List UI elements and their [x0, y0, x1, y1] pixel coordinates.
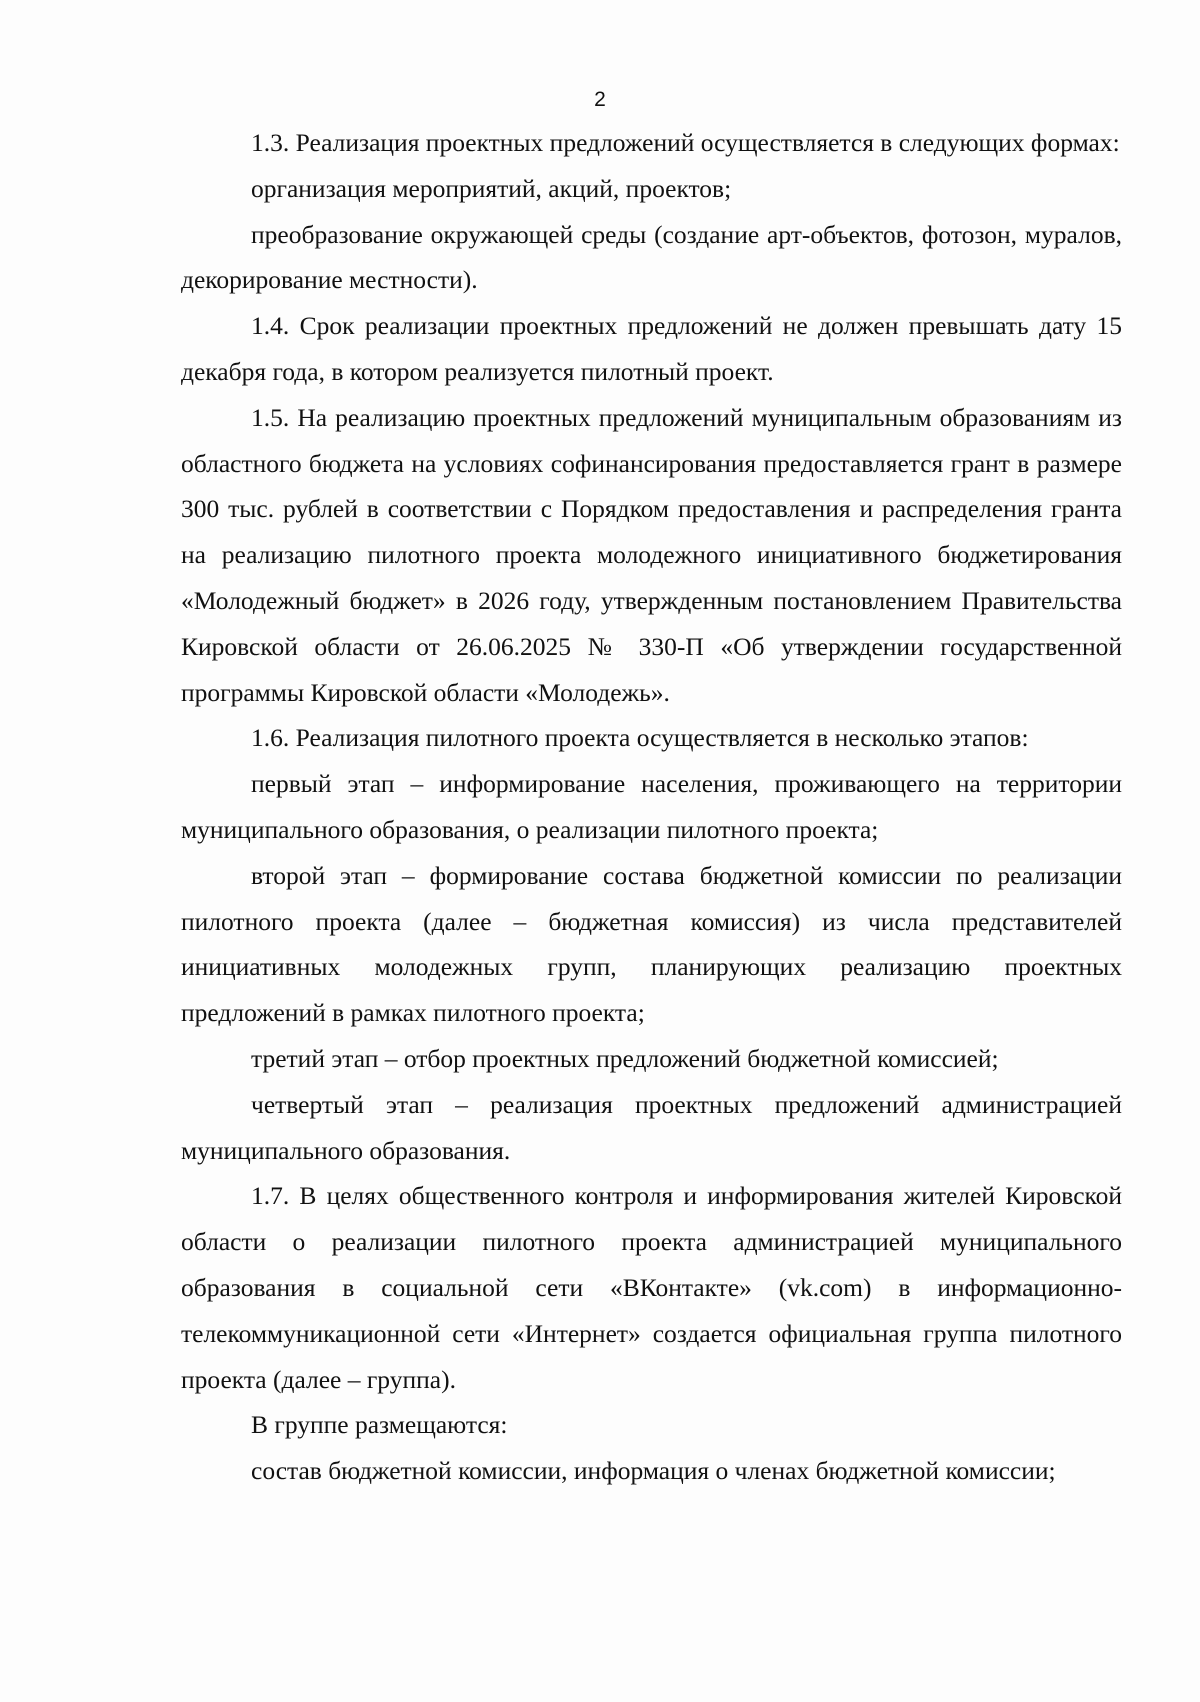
- document-body: [181, 120, 1122, 1494]
- paragraph-group-post-commission: состав бюджетной комиссии, информация о членах бюджетной комиссии;: [251, 1456, 1056, 1486]
- paragraph-1-3: 1.3. Реализация проектных предложений осуществляется в следующих формах:: [251, 128, 1120, 157]
- paragraph-stage-1: первый этап – информирование населения, проживающего на территории муниципального образования, о реализации пилотного проекта;: [181, 769, 1122, 844]
- paragraph-group-posts-intro: В группе размещаются:: [251, 1410, 508, 1440]
- paragraph-form-environment: преобразование окружающей среды (создание арт-объектов, фотозон, муралов, декорирование местности).: [181, 219, 1122, 295]
- paragraph-form-events: организация мероприятий, акций, проектов;: [251, 173, 732, 203]
- paragraph-1-4: 1.4. Срок реализации проектных предложений не должен превышать дату 15 декабря года, в котором реализуется пилотный проект.: [181, 311, 1122, 386]
- paragraph-stage-2: второй этап – формирование состава бюджетной комиссии по реализации пилотного проекта (далее – бюджетная комиссия) из числа представителей инициативных молодежных групп, планирующих реализацию проектных предложений в рамках пилотного проекта;: [181, 860, 1122, 1028]
- paragraph-1-6: 1.6. Реализация пилотного проекта осуществляется в несколько этапов:: [251, 723, 1029, 753]
- paragraph-stage-3: третий этап – отбор проектных предложений бюджетной комиссией;: [251, 1043, 999, 1073]
- paragraph-stage-4: четвертый этап – реализация проектных предложений администрацией муниципального образования.: [181, 1089, 1122, 1165]
- page-number: 2: [594, 88, 606, 111]
- paragraph-1-7: 1.7. В целях общественного контроля и информирования жителей Кировской области о реализации пилотного проекта администрацией муниципального образования в социальной сети «ВКонтакте» (vk.com) в информационно-телекоммуникационной сети «Интернет» создается официальная группа пилотного проекта (далее – группа).: [181, 1181, 1122, 1394]
- paragraph-1-5: 1.5. На реализацию проектных предложений муниципальным образованиям из областного бюджета на условиях софинансирования предоставляется грант в размере 300 тыс. рублей в соответствии с Порядком предоставления и распределения гранта на реализацию пилотного проекта молодежного инициативного бюджетирования «Молодежный бюджет» в 2026 году, утвержденным постановлением Правительства Кировской области от 26.06.2025 № 330-П «Об утверждении государственной программы Кировской области «Молодежь».: [181, 402, 1122, 707]
